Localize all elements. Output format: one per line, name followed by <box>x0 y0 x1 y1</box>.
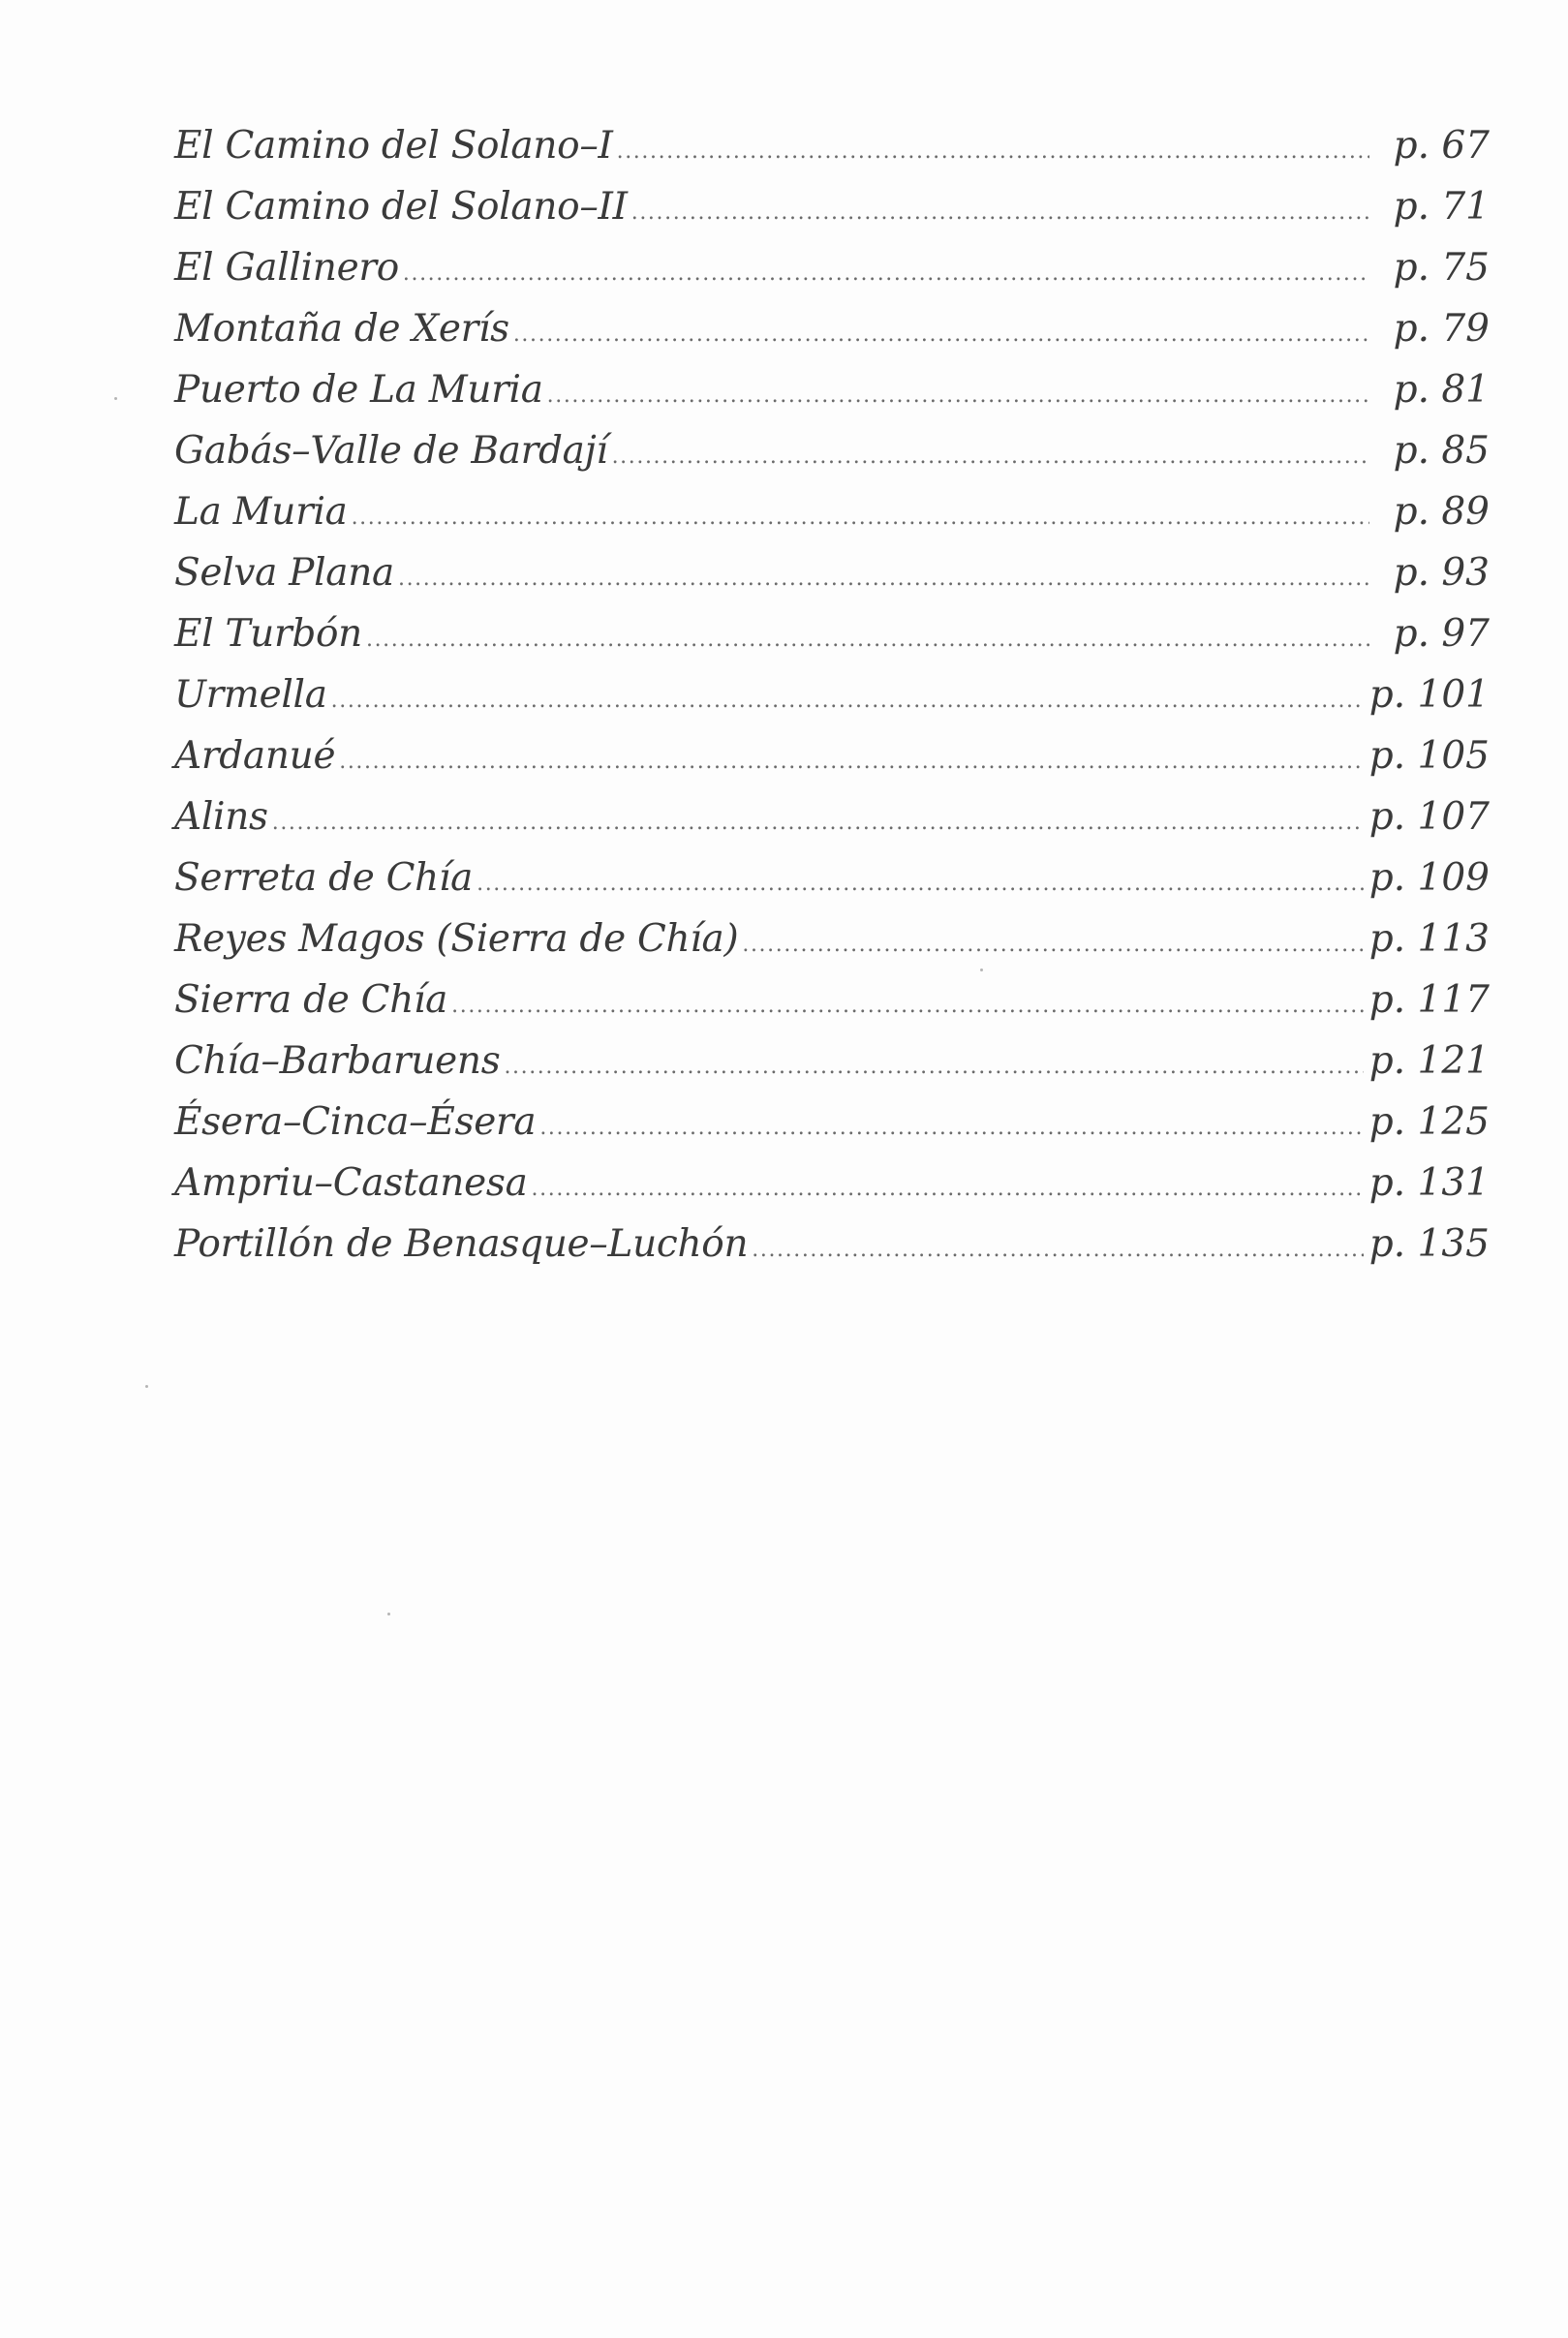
toc-entry-page: p. 97 <box>1393 612 1490 656</box>
dot-leader <box>272 811 1364 835</box>
toc-entry <box>174 734 1490 795</box>
toc-entry-title: Selva Plana <box>174 551 394 595</box>
dot-leader <box>539 1116 1363 1140</box>
toc-entry-title: Chía–Barbaruens <box>174 1039 501 1083</box>
dot-leader <box>451 994 1364 1018</box>
toc-entry-page: p. 79 <box>1393 307 1490 351</box>
dot-leader <box>331 689 1364 713</box>
dot-leader <box>477 872 1364 896</box>
toc-entry <box>174 1222 1490 1283</box>
dot-leader <box>547 384 1369 408</box>
toc-entry-title: Serreta de Chía <box>174 856 474 900</box>
toc-entry-title: Ésera–Cinca–Ésera <box>174 1100 537 1144</box>
toc-entry-title: La Muria <box>174 490 348 534</box>
toc-entry <box>174 673 1490 734</box>
paper-speck <box>980 969 983 971</box>
toc-entry-page: p. 85 <box>1393 429 1490 473</box>
toc-entry-title: Montaña de Xerís <box>174 307 509 351</box>
toc-entry-title: Puerto de La Muria <box>174 368 543 412</box>
toc-entry <box>174 429 1490 490</box>
dot-leader <box>403 261 1369 286</box>
toc-entry <box>174 917 1490 978</box>
paper-speck <box>145 1385 148 1388</box>
toc-entry <box>174 978 1490 1039</box>
dot-leader <box>742 933 1363 957</box>
toc-entry-title: Portillón de Benasque–Luchón <box>174 1222 749 1266</box>
toc-entry-page: p. 135 <box>1368 1222 1490 1266</box>
toc-entry <box>174 795 1490 856</box>
dot-leader <box>752 1238 1364 1262</box>
paper-speck <box>114 397 117 400</box>
dot-leader <box>366 628 1369 652</box>
toc-entry <box>174 246 1490 307</box>
toc-entry-page: p. 109 <box>1368 856 1490 900</box>
toc-entry <box>174 368 1490 429</box>
toc-entry-title: El Turbón <box>174 612 362 656</box>
toc-entry-title: El Gallinero <box>174 246 399 290</box>
toc-entry-page: p. 93 <box>1393 551 1490 595</box>
toc-entry <box>174 185 1490 246</box>
toc-entry-page: p. 71 <box>1393 185 1490 229</box>
toc-entry-page: p. 125 <box>1368 1100 1490 1144</box>
dot-leader <box>504 1055 1363 1079</box>
toc-entry-page: p. 101 <box>1368 673 1490 717</box>
toc-entry-title: Urmella <box>174 673 327 717</box>
toc-entry-title: El Camino del Solano–II <box>174 185 628 229</box>
toc-entry-title: El Camino del Solano–I <box>174 124 613 168</box>
toc-entry <box>174 1161 1490 1222</box>
toc-entry-title: Alins <box>174 795 268 839</box>
table-of-contents <box>174 124 1490 1283</box>
toc-entry <box>174 1039 1490 1100</box>
toc-entry <box>174 551 1490 612</box>
toc-entry <box>174 307 1490 368</box>
toc-entry-title: Ampriu–Castanesa <box>174 1161 528 1205</box>
toc-entry-title: Sierra de Chía <box>174 978 448 1022</box>
toc-entry-page: p. 75 <box>1393 246 1490 290</box>
toc-entry-title: Gabás–Valle de Bardají <box>174 429 608 473</box>
dot-leader <box>339 750 1364 774</box>
paper-speck <box>387 1613 390 1615</box>
dot-leader <box>631 200 1369 225</box>
toc-entry-page: p. 117 <box>1368 978 1490 1022</box>
dot-leader <box>617 139 1369 164</box>
toc-entry <box>174 856 1490 917</box>
toc-entry-page: p. 81 <box>1393 368 1490 412</box>
toc-entry-title: Ardanué <box>174 734 336 778</box>
toc-entry-page: p. 131 <box>1368 1161 1490 1205</box>
dot-leader <box>532 1177 1364 1201</box>
toc-entry <box>174 124 1490 185</box>
toc-entry-title: Reyes Magos (Sierra de Chía) <box>174 917 739 961</box>
toc-entry-page: p. 107 <box>1368 795 1490 839</box>
dot-leader <box>513 323 1369 347</box>
toc-entry <box>174 1100 1490 1161</box>
toc-entry <box>174 490 1490 551</box>
toc-entry-page: p. 113 <box>1368 917 1490 961</box>
toc-entry-page: p. 121 <box>1368 1039 1490 1083</box>
dot-leader <box>352 506 1369 530</box>
toc-entry <box>174 612 1490 673</box>
toc-entry-page: p. 89 <box>1393 490 1490 534</box>
toc-entry-page: p. 105 <box>1368 734 1490 778</box>
dot-leader <box>398 567 1369 591</box>
dot-leader <box>612 445 1369 469</box>
toc-entry-page: p. 67 <box>1393 124 1490 168</box>
